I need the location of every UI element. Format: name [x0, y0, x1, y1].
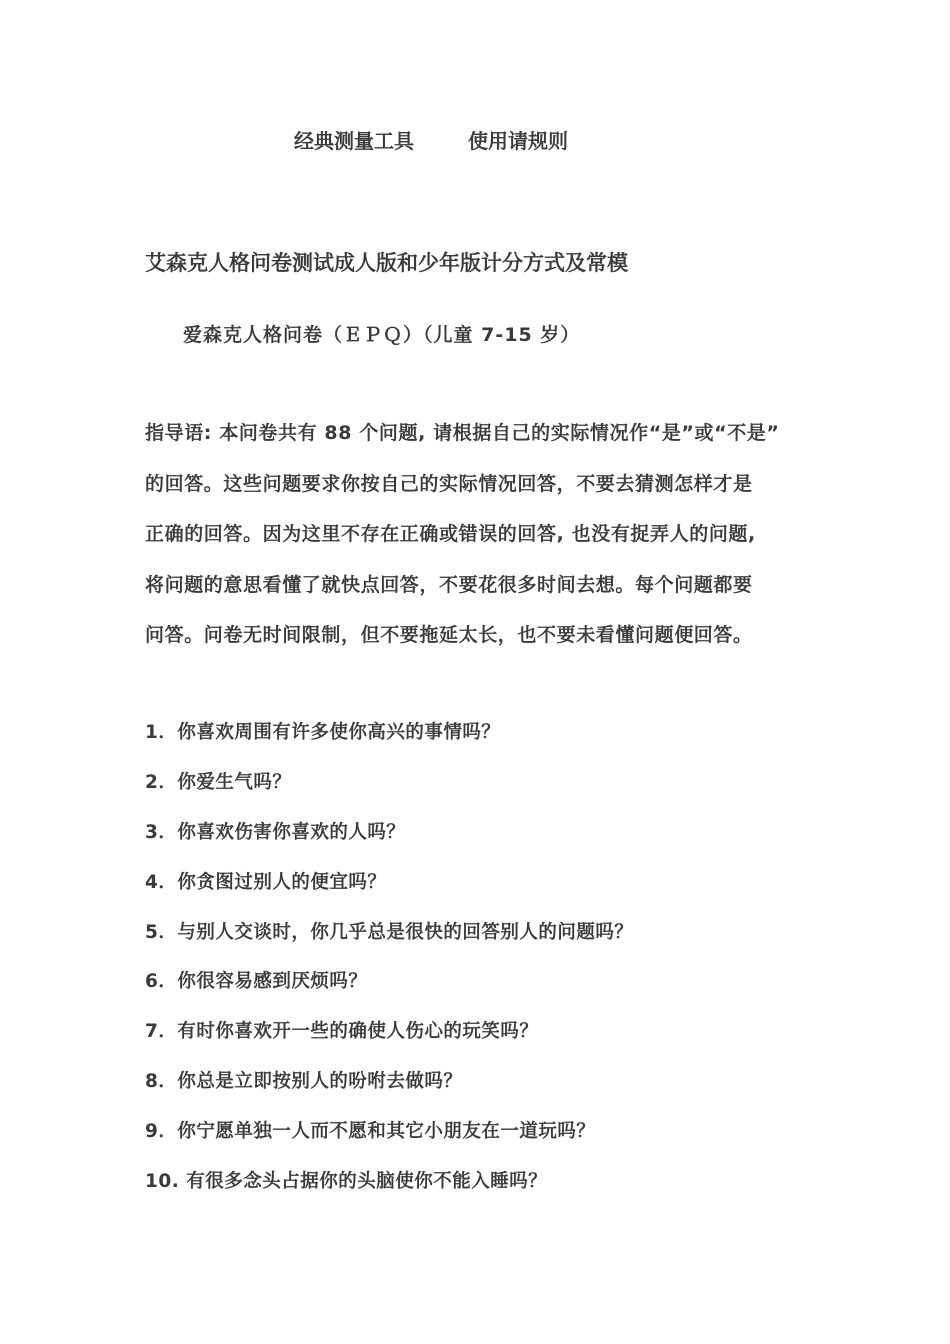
instructions-paragraph [145, 418, 810, 671]
instruction-line: 将问题的意思看懂了就快点回答，不要花很多时间去想。每个问题都要 [145, 573, 753, 596]
question-item: 2．你爱生气吗？ [145, 771, 292, 793]
instruction-line: 指导语: 本问卷共有 88 个问题, 请根据自己的实际情况作“是”或“不是” [145, 422, 780, 444]
question-item: 5．与别人交谈时，你几乎总是很快的回答别人的问题吗？ [145, 921, 634, 943]
question-item: 7．有时你喜欢开一些的确使人伤心的玩笑吗？ [145, 1021, 539, 1043]
question-item: 8．你总是立即按别人的吩咐去做吗？ [145, 1071, 463, 1093]
instruction-line: 问答。问卷无时间限制，但不要拖延太长，也不要未看懂问题便回答。 [145, 624, 753, 646]
question-list [145, 718, 810, 1217]
document-title: 艾森克人格问卷测试成人版和少年版计分方式及常模 [145, 251, 628, 275]
question-item: 9．你宁愿单独一人而不愿和其它小朋友在一道玩吗？ [145, 1121, 596, 1143]
questionnaire-subtitle: 爱森克人格问卷（ＥＰＱ）（儿童 7-15 岁） [183, 324, 581, 346]
question-item: 1．你喜欢周围有许多使你高兴的事情吗？ [145, 722, 501, 743]
header-left-text: 经典测量工具 [294, 129, 414, 153]
instruction-line: 的回答。这些问题要求你按自己的实际情况回答，不要去猜测怎样才是 [145, 472, 753, 495]
page-header [0, 125, 950, 157]
question-item: 3．你喜欢伤害你喜欢的人吗？ [145, 821, 406, 843]
instruction-line: 正确的回答。因为这里不存在正确或错误的回答, 也没有捉弄人的问题, [145, 523, 756, 545]
question-item: 6．你很容易感到厌烦吗？ [145, 971, 368, 993]
question-item: 10. 有很多念头占据你的头脑使你不能入睡吗？ [145, 1171, 548, 1193]
header-right-text: 使用请规则 [468, 129, 568, 153]
question-item: 4．你贪图过别人的便宜吗？ [145, 871, 387, 893]
